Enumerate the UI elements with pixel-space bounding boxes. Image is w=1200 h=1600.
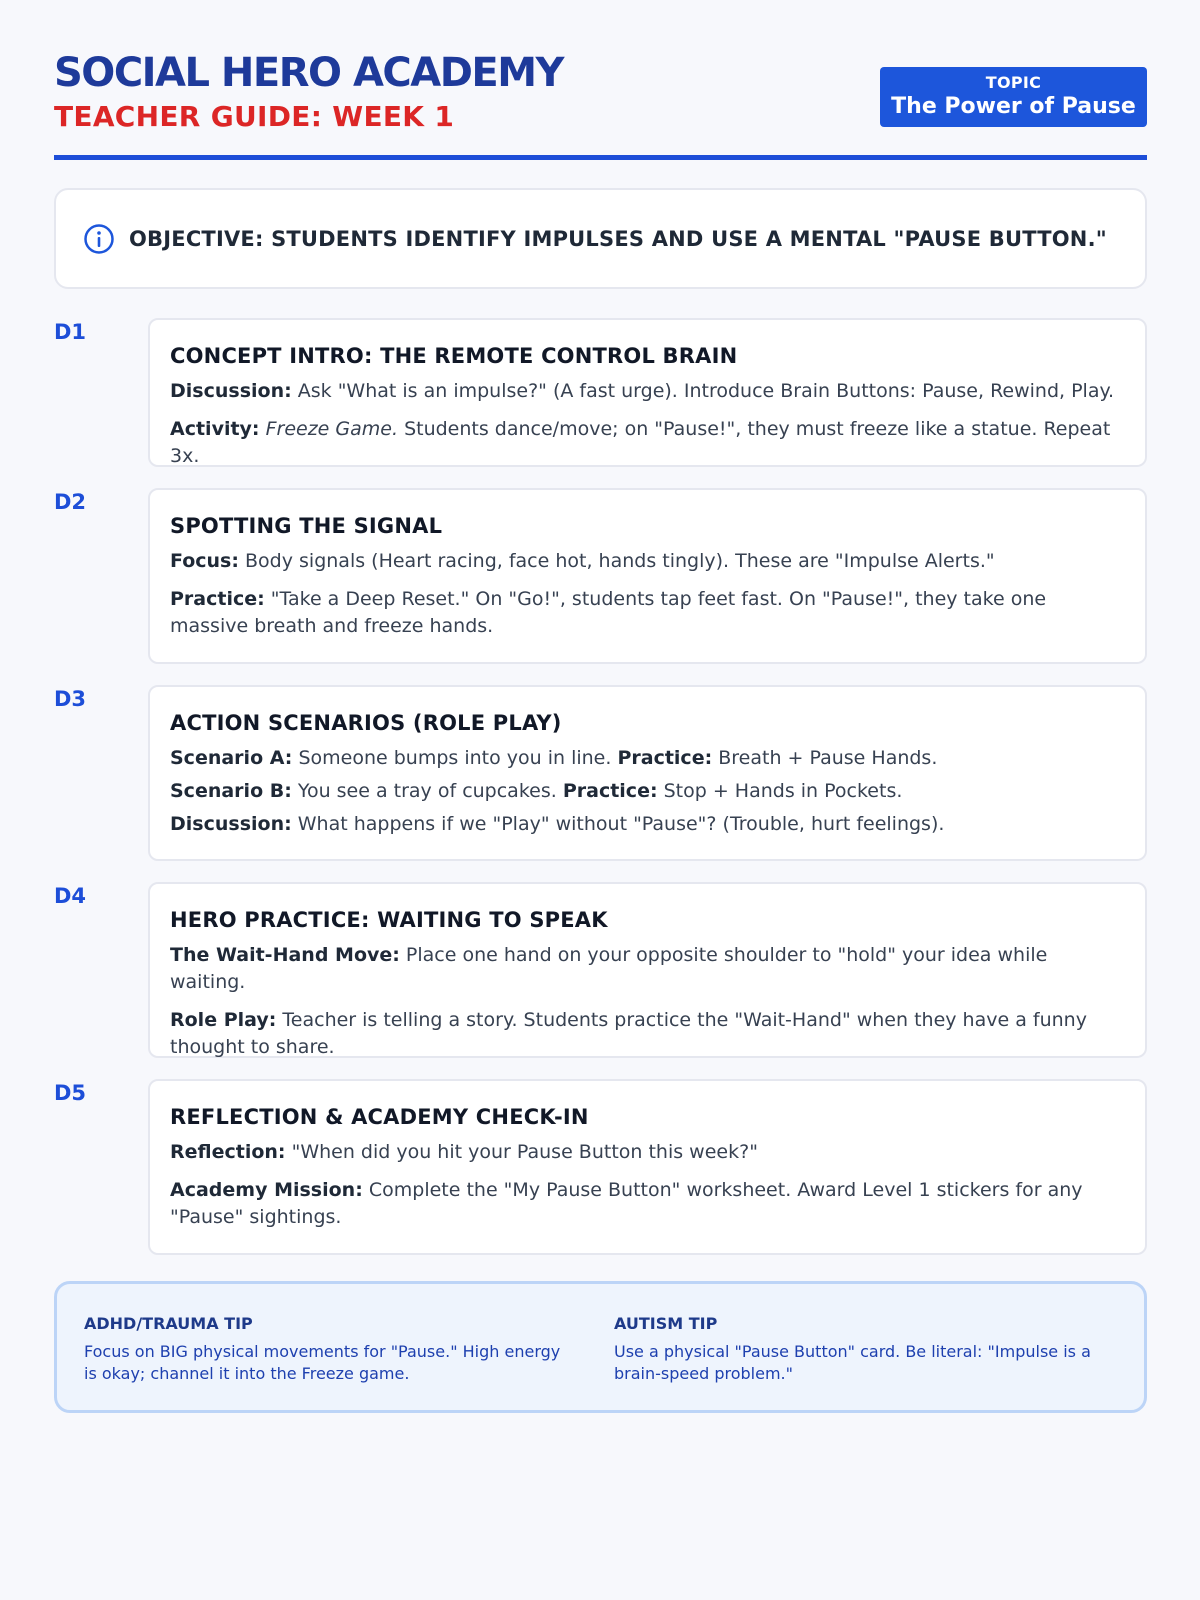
tip-body: Use a physical "Pause Button" card. Be literal: "Impulse is a brain-speed problem." [614, 1342, 1091, 1383]
line-label: Scenario A: [170, 747, 293, 769]
line-text: Students dance/move; on "Pause!", they must freeze like a statue. Repeat 3x. [170, 418, 1111, 467]
info-icon [83, 223, 115, 255]
line-label: Focus: [170, 550, 239, 572]
day-line [170, 378, 1125, 405]
day-label: D5 [54, 1081, 87, 1105]
line-text: "Take a Deep Reset." On "Go!", students tap feet fast. On "Pause!", they take one massive breath and freeze hands. [170, 588, 1047, 637]
day-label: D3 [54, 687, 87, 711]
day-card [148, 488, 1147, 664]
day-line [170, 1139, 1125, 1166]
guide-subtitle: TEACHER GUIDE: WEEK 1 [54, 100, 455, 133]
teacher-guide-page [54, 0, 1147, 1383]
topic-label: TOPIC [985, 73, 1042, 92]
autism-tip [614, 1314, 1094, 1385]
day-label: D1 [54, 320, 87, 344]
day-line [170, 778, 1125, 805]
day-label: D2 [54, 490, 87, 514]
line-text: Complete the "My Pause Button" worksheet. Award Level 1 stickers for any "Pause" sightings. [170, 1179, 1083, 1228]
tip-body: Focus on BIG physical movements for "Pause." High energy is okay; channel it into the Freeze game. [84, 1342, 561, 1383]
line-text: Ask "What is an impulse?" (A fast urge). Introduce Brain Buttons: Pause, Rewind, Play. [297, 380, 1115, 402]
day-line [170, 745, 1125, 772]
topic-badge [880, 67, 1147, 127]
day-line [170, 1007, 1125, 1061]
line-label: Practice: [170, 588, 265, 610]
tips-box [54, 1281, 1147, 1413]
day-line [170, 1177, 1125, 1231]
day-card [148, 318, 1147, 467]
line-label: Academy Mission: [170, 1179, 363, 1201]
line-label: The Wait-Hand Move: [170, 944, 400, 966]
line-text: Place one hand on your opposite shoulder to "hold" your idea while waiting. [170, 944, 1048, 993]
day-label: D4 [54, 884, 87, 908]
day-line [170, 548, 1125, 575]
line-label: Discussion: [170, 813, 292, 835]
line-text: Breath + Pause Hands. [718, 747, 938, 769]
day-card [148, 685, 1147, 861]
day-title: SPOTTING THE SIGNAL [170, 514, 443, 538]
line-text: "When did you hit your Pause Button this week?" [291, 1141, 758, 1163]
day-title: HERO PRACTICE: WAITING TO SPEAK [170, 908, 608, 932]
tip-title: ADHD/TRAUMA TIP [84, 1314, 253, 1333]
line-text: Body signals (Heart racing, face hot, hands tingly). These are "Impulse Alerts." [245, 550, 995, 572]
adhd-trauma-tip [84, 1314, 564, 1385]
line-label: Role Play: [170, 1009, 277, 1031]
line-label: Activity: [170, 418, 260, 440]
day-card [148, 882, 1147, 1058]
day-line [170, 942, 1125, 996]
line-text: Stop + Hands in Pockets. [663, 780, 903, 802]
line-label: Practice: [562, 780, 658, 802]
line-text: Someone bumps into you in line. [298, 747, 612, 769]
day-card [148, 1079, 1147, 1255]
day-line [170, 416, 1125, 470]
line-label: Scenario B: [170, 780, 292, 802]
objective-text: OBJECTIVE: STUDENTS IDENTIFY IMPULSES AND USE A MENTAL "PAUSE BUTTON." [129, 226, 1107, 251]
line-label: Practice: [617, 747, 713, 769]
day-title: REFLECTION & ACADEMY CHECK-IN [170, 1105, 589, 1129]
brand-title: SOCIAL HERO ACADEMY [54, 50, 564, 96]
day-line [170, 586, 1125, 640]
tip-title: AUTISM TIP [614, 1314, 718, 1333]
day-title: CONCEPT INTRO: THE REMOTE CONTROL BRAIN [170, 344, 738, 368]
day-line [170, 811, 1125, 838]
objective-box [54, 188, 1147, 289]
line-text: Teacher is telling a story. Students practice the "Wait-Hand" when they have a funny thought to share. [170, 1009, 1087, 1058]
header [54, 0, 1147, 160]
day-title: ACTION SCENARIOS (ROLE PLAY) [170, 711, 562, 735]
line-label: Reflection: [170, 1141, 286, 1163]
topic-value: The Power of Pause [891, 94, 1136, 119]
line-italic: Freeze Game. [265, 418, 399, 440]
line-text: What happens if we "Play" without "Pause"? (Trouble, hurt feelings). [297, 813, 945, 835]
line-label: Discussion: [170, 380, 292, 402]
line-text: You see a tray of cupcakes. [297, 780, 557, 802]
